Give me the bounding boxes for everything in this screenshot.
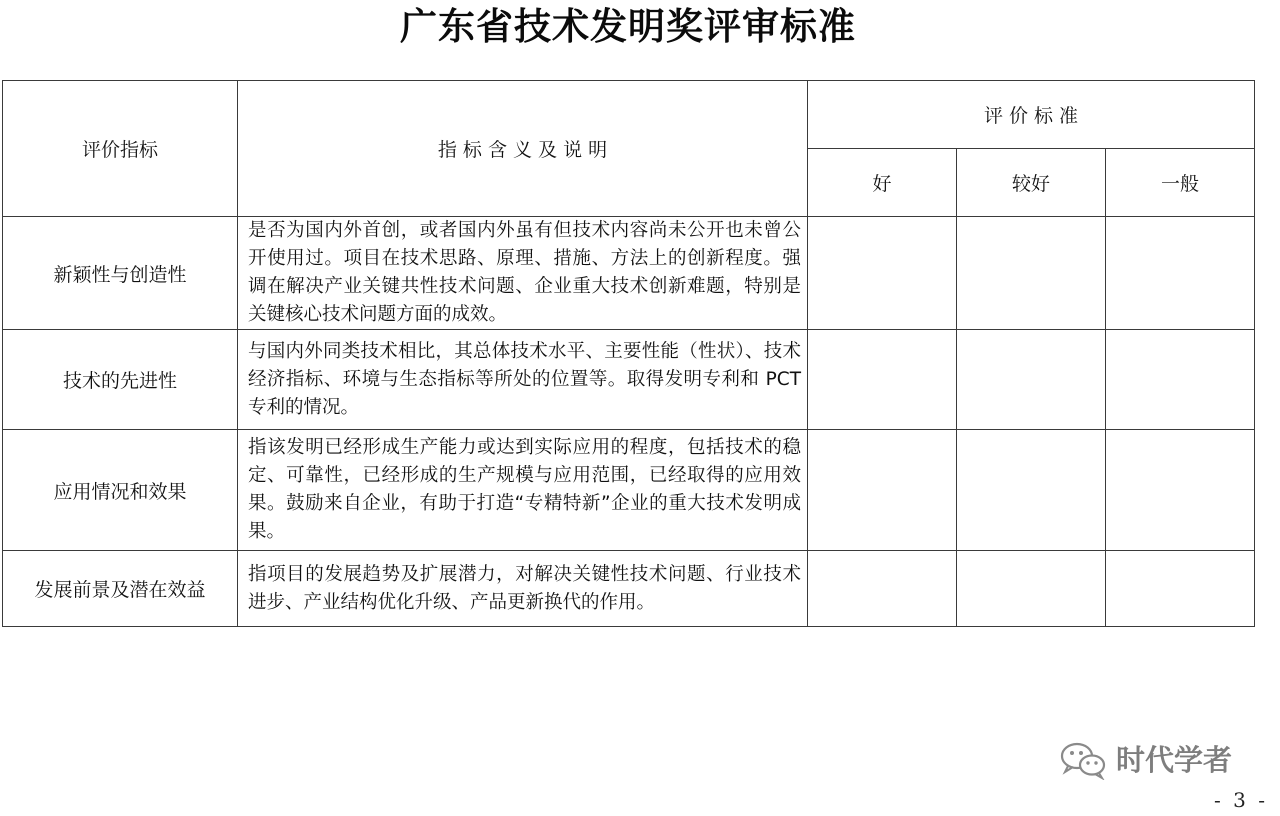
rating-cell-average	[1106, 330, 1255, 430]
rating-cell-good	[808, 330, 957, 430]
header-level-fairly-good: 较好	[957, 149, 1106, 217]
rating-cell-fairly-good	[957, 217, 1106, 330]
rating-cell-good	[808, 217, 957, 330]
description-cell: 是否为国内外首创，或者国内外虽有但技术内容尚未公开也未曾公开使用过。项目在技术思路、原理、措施、方法上的创新程度。强调在解决产业关键共性技术问题、企业重大技术创新难题，特别是关键核心技术问题方面的成效。	[238, 217, 808, 330]
indicator-cell: 技术的先进性	[3, 330, 238, 430]
rating-cell-fairly-good	[957, 430, 1106, 551]
description-cell: 与国内外同类技术相比，其总体技术水平、主要性能（性状）、技术经济指标、环境与生态指标等所处的位置等。取得发明专利和 PCT 专利的情况。	[238, 330, 808, 430]
header-description: 指 标 含 义 及 说 明	[238, 81, 808, 217]
table-row	[3, 217, 1255, 330]
rating-cell-fairly-good	[957, 330, 1106, 430]
description-cell: 指该发明已经形成生产能力或达到实际应用的程度，包括技术的稳定、可靠性，已经形成的生产规模与应用范围，已经取得的应用效果。鼓励来自企业，有助于打造“专精特新”企业的重大技术发明成果。	[238, 430, 808, 551]
rating-cell-average	[1106, 430, 1255, 551]
header-level-good: 好	[808, 149, 957, 217]
page-number: - 3 -	[1214, 788, 1268, 812]
rating-cell-average	[1106, 217, 1255, 330]
header-row-top	[3, 81, 1255, 149]
description-cell: 指项目的发展趋势及扩展潜力，对解决关键性技术问题、行业技术进步、产业结构优化升级、产品更新换代的作用。	[238, 551, 808, 627]
header-standard-group: 评 价 标 准	[808, 81, 1255, 149]
wechat-icon	[1058, 740, 1108, 780]
watermark	[1058, 738, 1232, 782]
table-row	[3, 330, 1255, 430]
indicator-cell: 新颖性与创造性	[3, 217, 238, 330]
rating-cell-good	[808, 551, 957, 627]
evaluation-table	[2, 80, 1255, 627]
table-row	[3, 551, 1255, 627]
rating-cell-good	[808, 430, 957, 551]
table-row	[3, 430, 1255, 551]
header-level-average: 一般	[1106, 149, 1255, 217]
rating-cell-fairly-good	[957, 551, 1106, 627]
header-indicator: 评价指标	[3, 81, 238, 217]
page-title: 广东省技术发明奖评审标准	[400, 5, 856, 48]
rating-cell-average	[1106, 551, 1255, 627]
indicator-cell: 应用情况和效果	[3, 430, 238, 551]
indicator-cell: 发展前景及潜在效益	[3, 551, 238, 627]
watermark-text: 时代学者	[1116, 743, 1233, 777]
